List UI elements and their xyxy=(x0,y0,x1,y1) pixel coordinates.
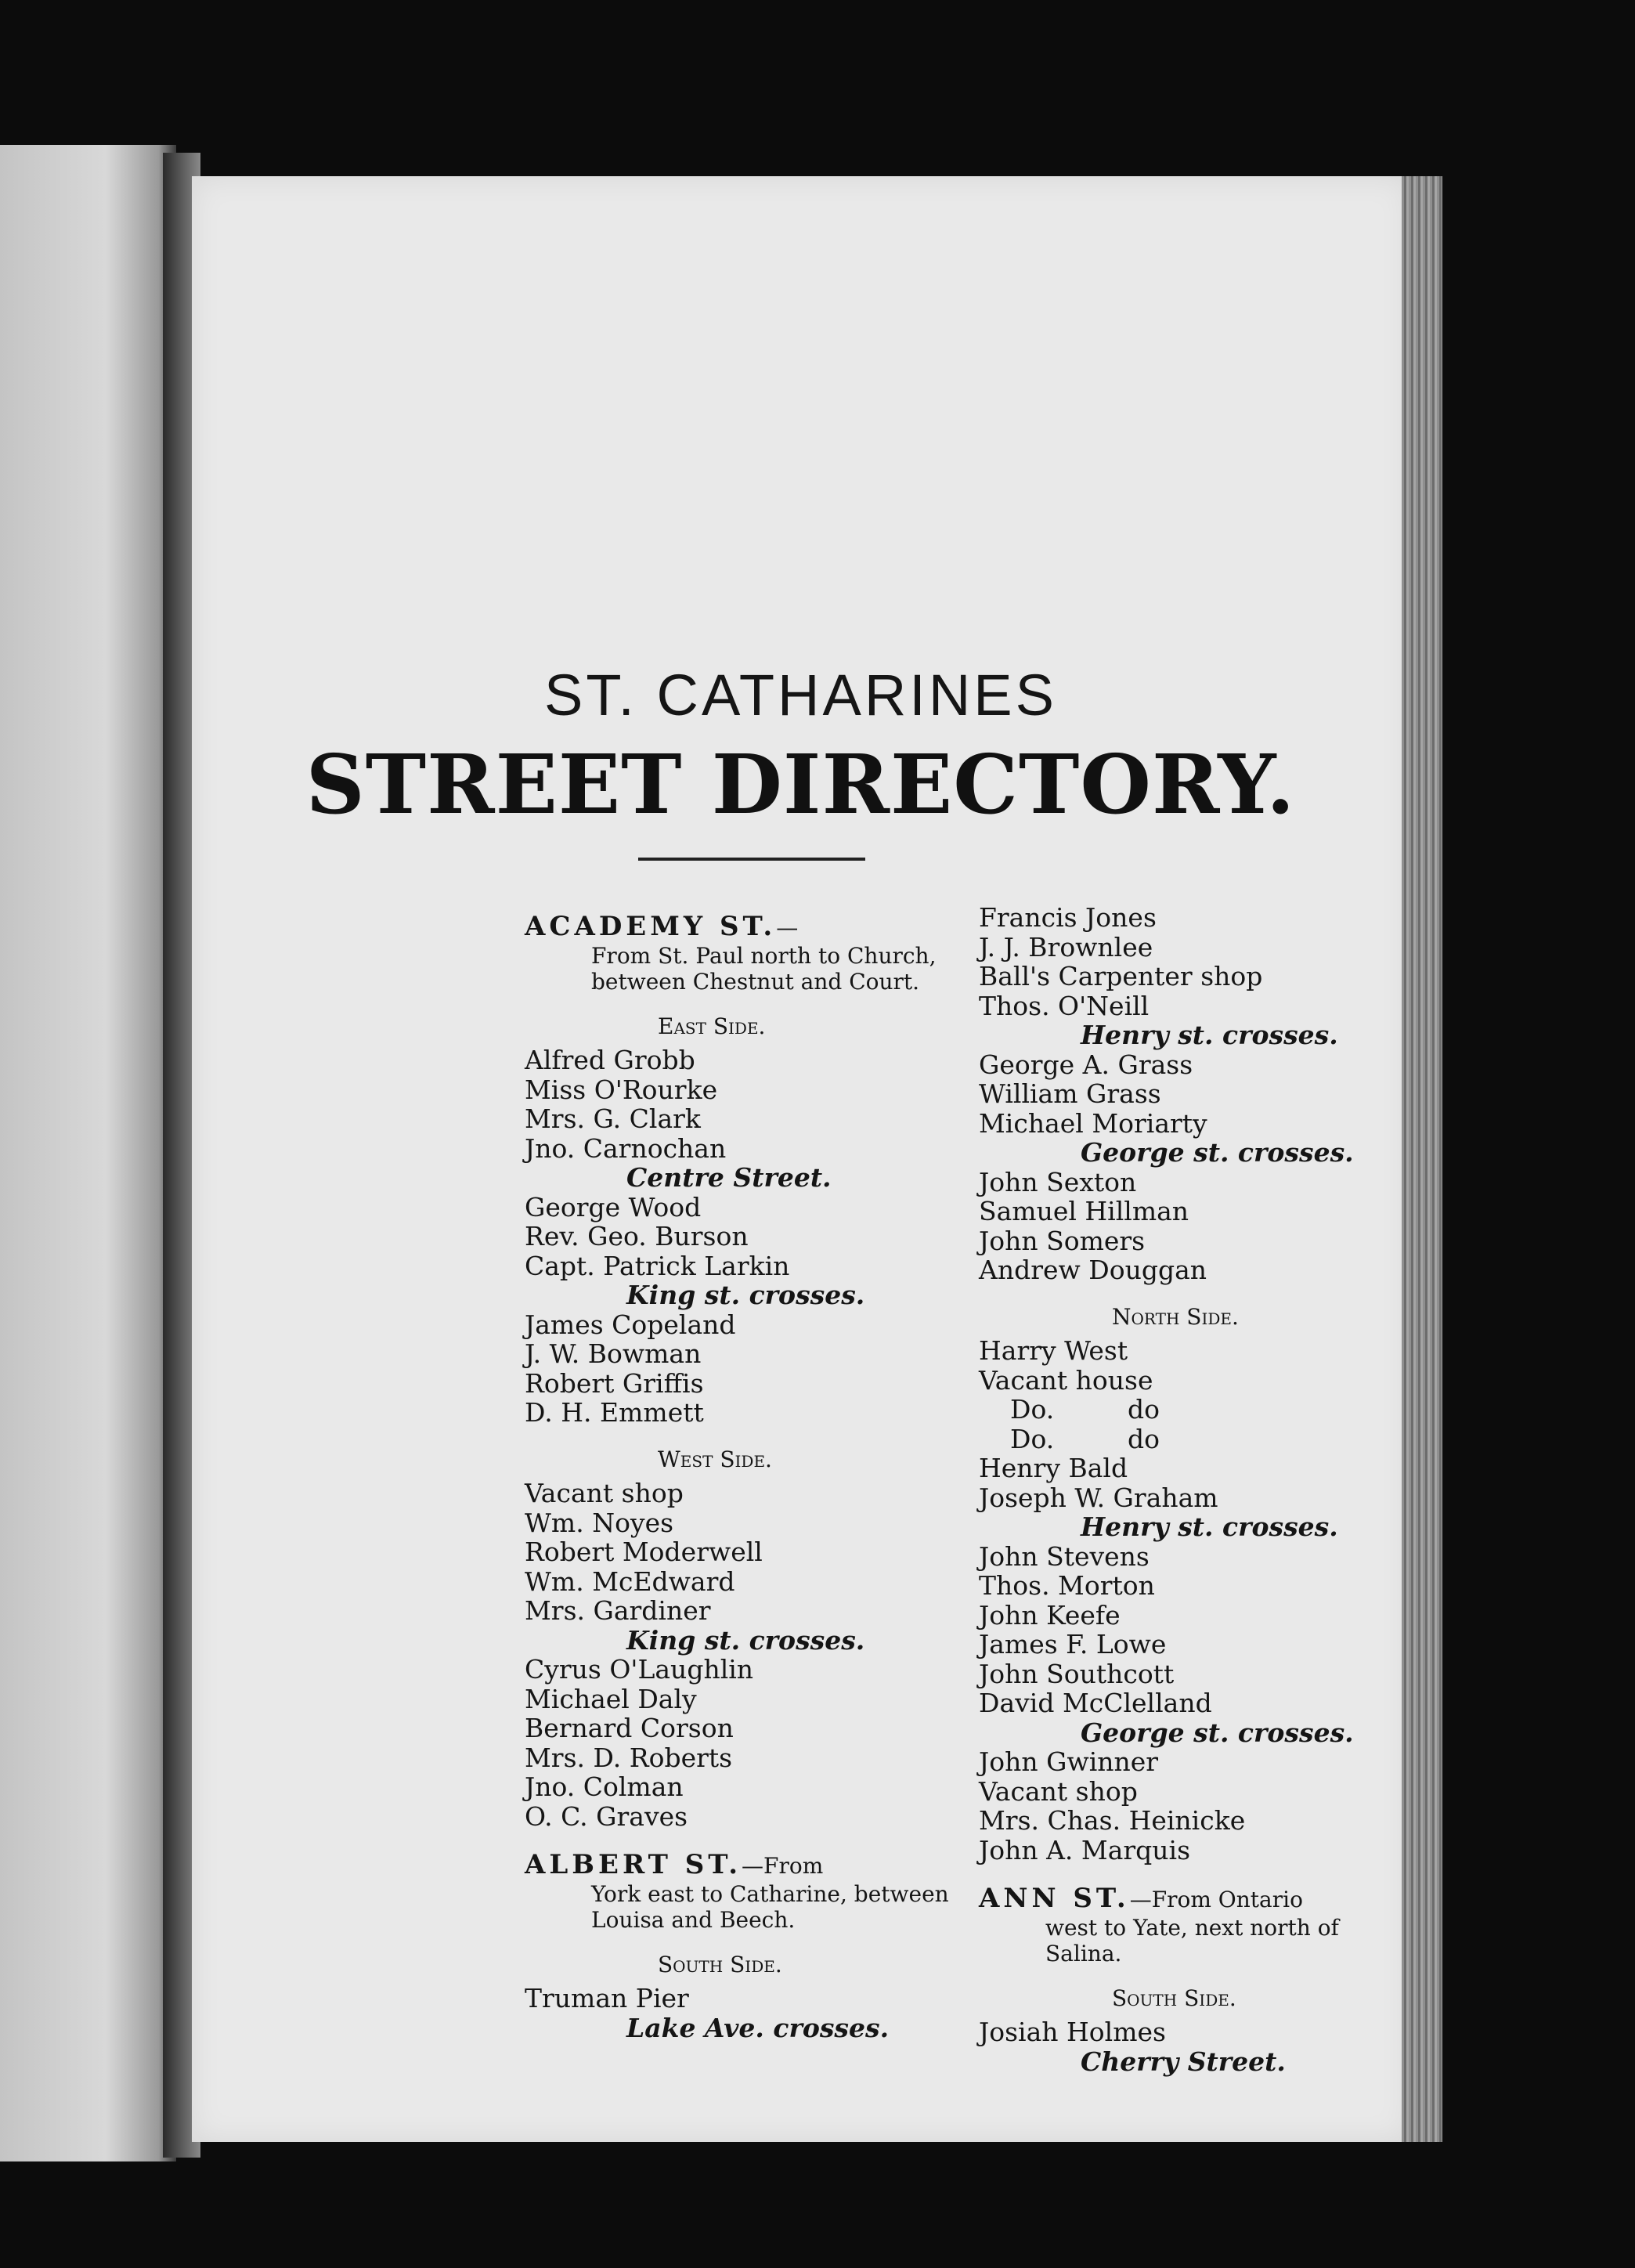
resident-name: George A. Grass xyxy=(979,1049,1193,1080)
page-title: STREET DIRECTORY. xyxy=(305,736,1296,832)
street-description: between Chestnut and Court. xyxy=(591,968,920,995)
section-gap xyxy=(979,1865,1402,1883)
resident-name: Mrs. G. Clark xyxy=(525,1103,701,1134)
resident-name: Henry Bald xyxy=(979,1453,1128,1483)
street-description: Louisa and Beech. xyxy=(591,1906,796,1933)
resident-name: Vacant shop xyxy=(979,1775,1138,1807)
ditto-entry xyxy=(979,1425,1402,1454)
resident-name: Robert Moderwell xyxy=(525,1537,763,1567)
resident-name: James F. Lowe xyxy=(979,1629,1167,1659)
resident-name: Joseph W. Graham xyxy=(979,1482,1218,1513)
title-divider xyxy=(638,858,865,861)
directory-page xyxy=(192,176,1409,2142)
street-description: —From Ontario xyxy=(1129,1887,1303,1912)
resident-name: David McClelland xyxy=(979,1688,1212,1718)
resident-name: John Sexton xyxy=(979,1166,1137,1197)
side-heading: East Side. xyxy=(658,1013,766,1039)
resident-name: Jno. Carnochan xyxy=(525,1132,727,1164)
cross-street: Henry st. crosses. xyxy=(1081,1020,1338,1050)
resident-name: Mrs. Chas. Heinicke xyxy=(979,1805,1246,1836)
street-description: — xyxy=(776,915,799,941)
cross-street: George st. crosses. xyxy=(1081,1717,1354,1748)
resident-name: Miss O'Rourke xyxy=(525,1074,718,1105)
street-description: west to Yate, next north of xyxy=(1045,1914,1339,1941)
resident-name: Truman Pier xyxy=(525,1983,689,2013)
side-heading: South Side. xyxy=(1112,1984,1236,2011)
resident-name: Cyrus O'Laughlin xyxy=(525,1654,754,1685)
cross-street: Lake Ave. crosses. xyxy=(626,2012,890,2043)
resident-name: Michael Daly xyxy=(525,1683,697,1714)
resident-name: John Keefe xyxy=(979,1599,1121,1631)
left-column xyxy=(525,893,963,2042)
street-description: York east to Catharine, between xyxy=(591,1880,949,1907)
resident-name: Josiah Holmes xyxy=(979,2017,1166,2047)
resident-name: William Grass xyxy=(979,1078,1161,1109)
street-name: ACADEMY ST. xyxy=(525,911,777,942)
resident-name: Thos. Morton xyxy=(979,1570,1155,1601)
resident-name: Vacant shop xyxy=(525,1478,684,1508)
street-description: Salina. xyxy=(1045,1940,1122,1966)
resident-name: Harry West xyxy=(979,1335,1128,1366)
resident-name: Francis Jones xyxy=(979,902,1157,933)
resident-name: John A. Marquis xyxy=(979,1834,1191,1865)
cross-street: Centre Street. xyxy=(626,1162,832,1193)
ditto-right: do xyxy=(1128,1423,1160,1454)
ditto-left: Do. xyxy=(1010,1423,1055,1454)
resident-name: Jno. Colman xyxy=(525,1771,684,1802)
side-heading: West Side. xyxy=(658,1446,772,1472)
resident-name: J. W. Bowman xyxy=(525,1338,702,1369)
resident-name: Vacant house xyxy=(979,1364,1153,1396)
street-name: ALBERT ST. xyxy=(525,1849,742,1880)
resident-name: O. C. Graves xyxy=(525,1800,688,1832)
resident-name: James Copeland xyxy=(525,1309,736,1340)
cross-street: George st. crosses. xyxy=(1081,1137,1354,1168)
resident-name: Wm. McEdward xyxy=(525,1566,735,1597)
resident-name: Samuel Hillman xyxy=(979,1196,1189,1226)
resident-name: Bernard Corson xyxy=(525,1713,734,1743)
right-column xyxy=(979,903,1402,2076)
page-edges xyxy=(1402,176,1442,2142)
street-name: ANN ST. xyxy=(979,1883,1130,1914)
section-gap xyxy=(525,1831,963,1850)
resident-name: Capt. Patrick Larkin xyxy=(525,1250,790,1281)
resident-name: D. H. Emmett xyxy=(525,1397,704,1428)
resident-name: George Wood xyxy=(525,1191,702,1222)
resident-name: Andrew Douggan xyxy=(979,1255,1207,1285)
side-heading: North Side. xyxy=(1112,1303,1239,1330)
cross-street: King st. crosses. xyxy=(626,1624,865,1656)
street-description: From St. Paul north to Church, xyxy=(591,942,937,969)
resident-name: Thos. O'Neill xyxy=(979,990,1150,1021)
resident-name: Alfred Grobb xyxy=(525,1045,695,1075)
resident-name: Wm. Noyes xyxy=(525,1507,674,1538)
resident-name: Robert Griffis xyxy=(525,1367,704,1399)
street-entry xyxy=(979,1883,1402,1915)
section-gap xyxy=(525,893,963,912)
ditto-right: do xyxy=(1128,1394,1160,1425)
resident-name: John Southcott xyxy=(979,1658,1175,1689)
ditto-left: Do. xyxy=(1010,1394,1055,1425)
resident-name: Mrs. D. Roberts xyxy=(525,1742,733,1773)
resident-name: Michael Moriarty xyxy=(979,1107,1207,1139)
resident-name: Ball's Carpenter shop xyxy=(979,961,1263,991)
resident-name: Rev. Geo. Burson xyxy=(525,1221,749,1251)
cross-street: Cherry Street. xyxy=(1081,2046,1286,2077)
side-heading: South Side. xyxy=(658,1951,782,1977)
cross-street: Henry st. crosses. xyxy=(1081,1511,1338,1542)
resident-name: John Somers xyxy=(979,1225,1146,1256)
street-entry xyxy=(525,912,963,943)
resident-name: J. J. Brownlee xyxy=(979,931,1153,962)
facing-page xyxy=(0,145,176,2161)
street-entry xyxy=(525,1850,963,1881)
city-title: ST. CATHARINES xyxy=(544,663,1057,728)
resident-name: John Gwinner xyxy=(979,1746,1159,1777)
cross-street: King st. crosses. xyxy=(626,1280,865,1310)
ditto-entry xyxy=(979,1395,1402,1425)
resident-name: Mrs. Gardiner xyxy=(525,1595,711,1626)
resident-name: John Stevens xyxy=(979,1540,1150,1572)
street-description: —From xyxy=(742,1853,824,1879)
